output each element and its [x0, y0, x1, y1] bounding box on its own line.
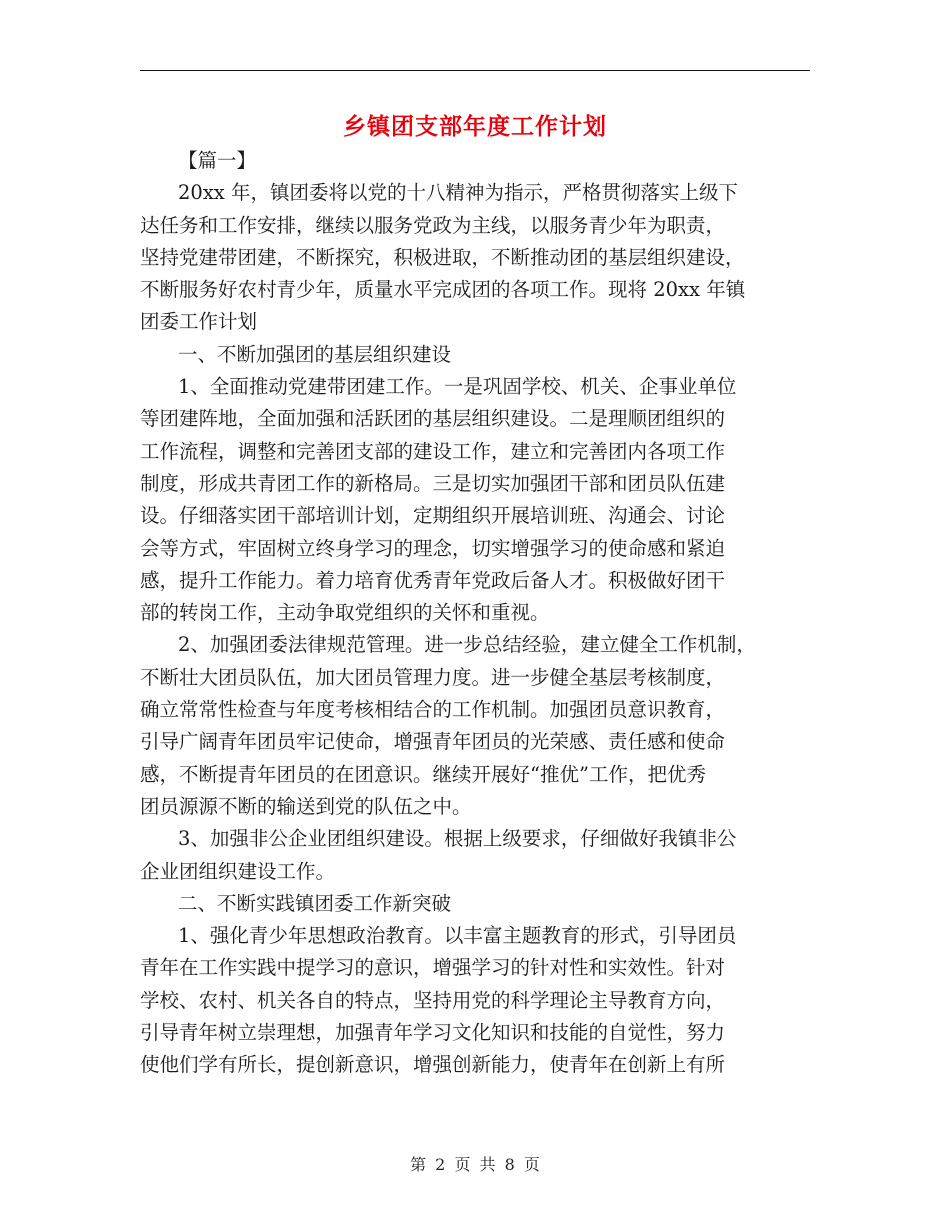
text-line: 企业团组织建设工作。: [140, 859, 336, 883]
document-title: 乡镇团支部年度工作计划: [343, 114, 607, 140]
text-line: 部的转岗工作，主动争取党组织的关怀和重视。: [140, 601, 550, 625]
text-line: 不断壮大团员队伍，加大团员管理力度。进一步健全基层考核制度，: [140, 665, 726, 689]
text-line: 不断服务好农村青少年，质量水平完成团的各项工作。现将 20xx 年镇: [140, 278, 746, 302]
text-line: 使他们学有所长，提创新意识，增强创新能力，使青年在创新上有所: [140, 1053, 726, 1077]
header-rule: [140, 70, 810, 71]
text-line: 会等方式，牢固树立终身学习的理念，切实增强学习的使命感和紧迫: [140, 536, 726, 560]
text-line: 2、加强团委法律规范管理。进一步总结经验，建立健全工作机制，: [178, 633, 756, 657]
page-footer: 第 2 页 共 8 页: [410, 1155, 540, 1174]
text-line: 等团建阵地，全面加强和活跃团的基层组织建设。二是理顺团组织的: [140, 407, 726, 431]
text-line: 确立常常性检查与年度考核相结合的工作机制。加强团员意识教育，: [140, 698, 726, 722]
text-line: 感，提升工作能力。着力培育优秀青年党政后备人才。积极做好团干: [140, 568, 726, 592]
text-line: 感，不断提青年团员的在团意识。继续开展好“推优”工作，把优秀: [140, 762, 706, 786]
text-line: 20xx 年，镇团委将以党的十八精神为指示，严格贯彻落实上级下: [178, 181, 739, 205]
text-line: 设。仔细落实团干部培训计划，定期组织开展培训班、沟通会、讨论: [140, 504, 726, 528]
text-line: 引导广阔青年团员牢记使命，增强青年团员的光荣感、责任感和使命: [140, 730, 726, 754]
text-line: 1、全面推动党建带团建工作。一是巩固学校、机关、企事业单位: [178, 375, 737, 399]
text-line: 学校、农村、机关各自的特点，坚持用党的科学理论主导教育方向，: [140, 988, 726, 1012]
text-line: 团员源源不断的输送到党的队伍之中。: [140, 794, 472, 818]
text-line: 引导青年树立崇理想，加强青年学习文化知识和技能的自觉性，努力: [140, 1021, 726, 1045]
text-line: 团委工作计划: [140, 310, 258, 334]
text-line: 工作流程，调整和完善团支部的建设工作，建立和完善团内各项工作: [140, 439, 726, 463]
text-line: 达任务和工作安排，继续以服务党政为主线，以服务青少年为职责，: [140, 213, 726, 237]
text-line: 坚持党建带团建，不断探究，积极进取，不断推动团的基层组织建设，: [140, 245, 745, 269]
text-line: 二、不断实践镇团委工作新突破: [178, 891, 452, 915]
text-line: 青年在工作实践中提学习的意识，增强学习的针对性和实效性。针对: [140, 956, 726, 980]
text-line: 【篇一】: [178, 149, 257, 172]
text-line: 1、强化青少年思想政治教育。以丰富主题教育的形式，引导团员: [178, 924, 737, 948]
text-line: 一、不断加强团的基层组织建设: [178, 342, 452, 366]
document-body: [140, 145, 812, 1082]
text-line: 制度，形成共青团工作的新格局。三是切实加强团干部和团员队伍建: [140, 471, 726, 495]
text-line: 3、加强非公企业团组织建设。根据上级要求，仔细做好我镇非公: [178, 827, 737, 851]
